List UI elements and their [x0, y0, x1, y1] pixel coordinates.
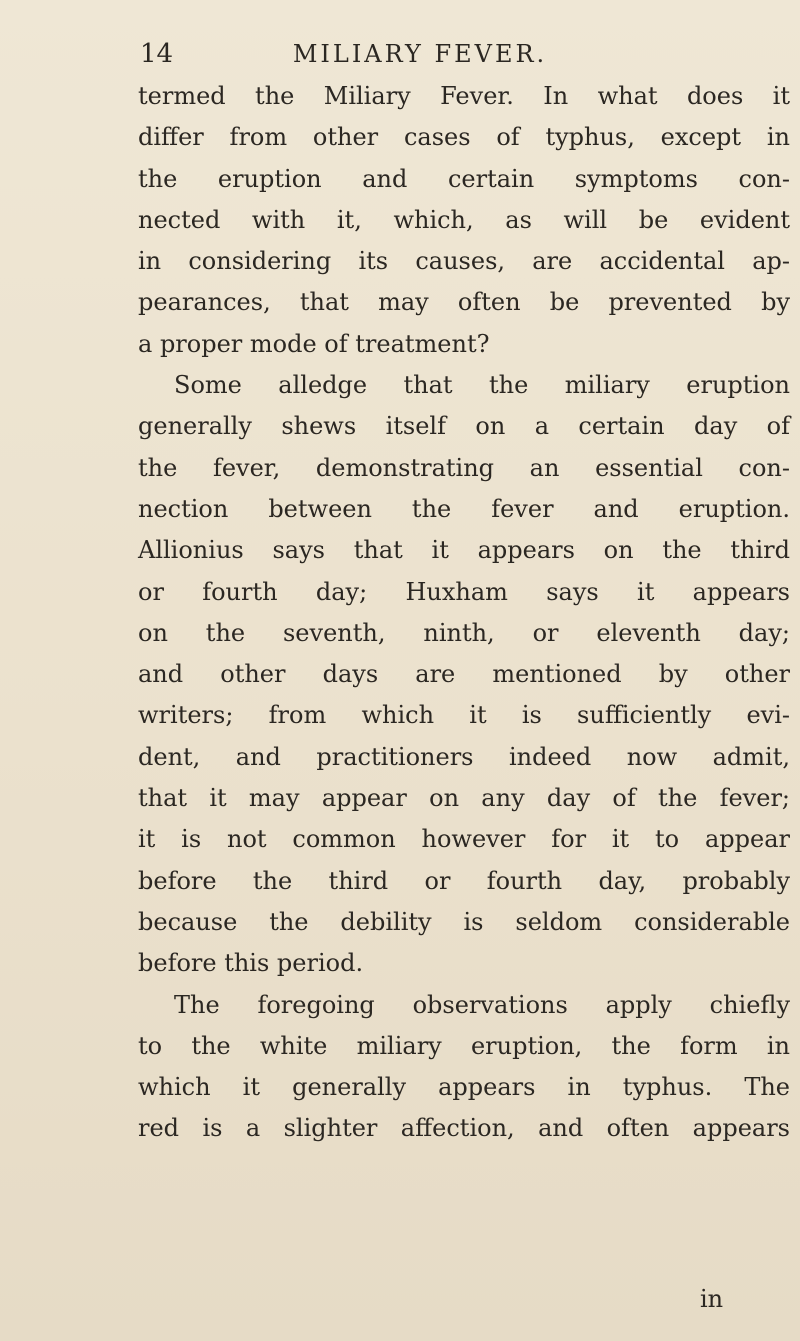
- text-line: before the third or fourth day, probably: [138, 866, 790, 895]
- text-line: termed the Miliary Fever. In what does it: [138, 82, 790, 110]
- text-line: it is not common however for it to appear: [138, 825, 790, 854]
- text-line: which it generally appears in typhus. The: [138, 1073, 790, 1102]
- text-line: because the debility is seldom considerable: [138, 907, 790, 936]
- running-head: [140, 34, 700, 74]
- page-number: 14: [140, 39, 174, 69]
- text-line: nection between the fever and eruption.: [138, 494, 790, 523]
- text-line: Some alledge that the miliary eruption: [174, 371, 790, 400]
- text-line: or fourth day; Huxham says it appears: [138, 577, 790, 606]
- text-line: on the seventh, ninth, or eleventh day;: [138, 618, 790, 647]
- catchword: in: [700, 1285, 724, 1313]
- text-line: writers; from which it is sufficiently evi-: [138, 701, 790, 730]
- text-line: nected with it, which, as will be evident: [138, 205, 790, 234]
- text-line: the eruption and certain symptoms con-: [138, 164, 790, 193]
- text-line: generally shews itself on a certain day of: [138, 412, 790, 441]
- text-line: in considering its causes, are accidental ap-: [138, 247, 790, 276]
- text-line: before this period.: [138, 949, 364, 978]
- text-line: pearances, that may often be prevented by: [138, 288, 790, 317]
- text-line: differ from other cases of typhus, except in: [138, 123, 790, 152]
- text-line: and other days are mentioned by other: [138, 660, 790, 689]
- text-line: Allionius says that it appears on the third: [138, 536, 790, 565]
- text-line: to the white miliary eruption, the form in: [138, 1031, 790, 1060]
- text-line: that it may appear on any day of the fever;: [138, 784, 790, 813]
- text-line: a proper mode of treatment?: [138, 329, 490, 358]
- running-title: MILIARY FEVER.: [292, 40, 548, 68]
- body-text: [138, 76, 790, 1150]
- text-line: The foregoing observations apply chiefly: [174, 990, 790, 1019]
- text-line: the fever, demonstrating an essential con-: [138, 453, 790, 482]
- text-line: red is a slighter affection, and often appears: [138, 1114, 790, 1143]
- text-line: dent, and practitioners indeed now admit,: [138, 742, 790, 771]
